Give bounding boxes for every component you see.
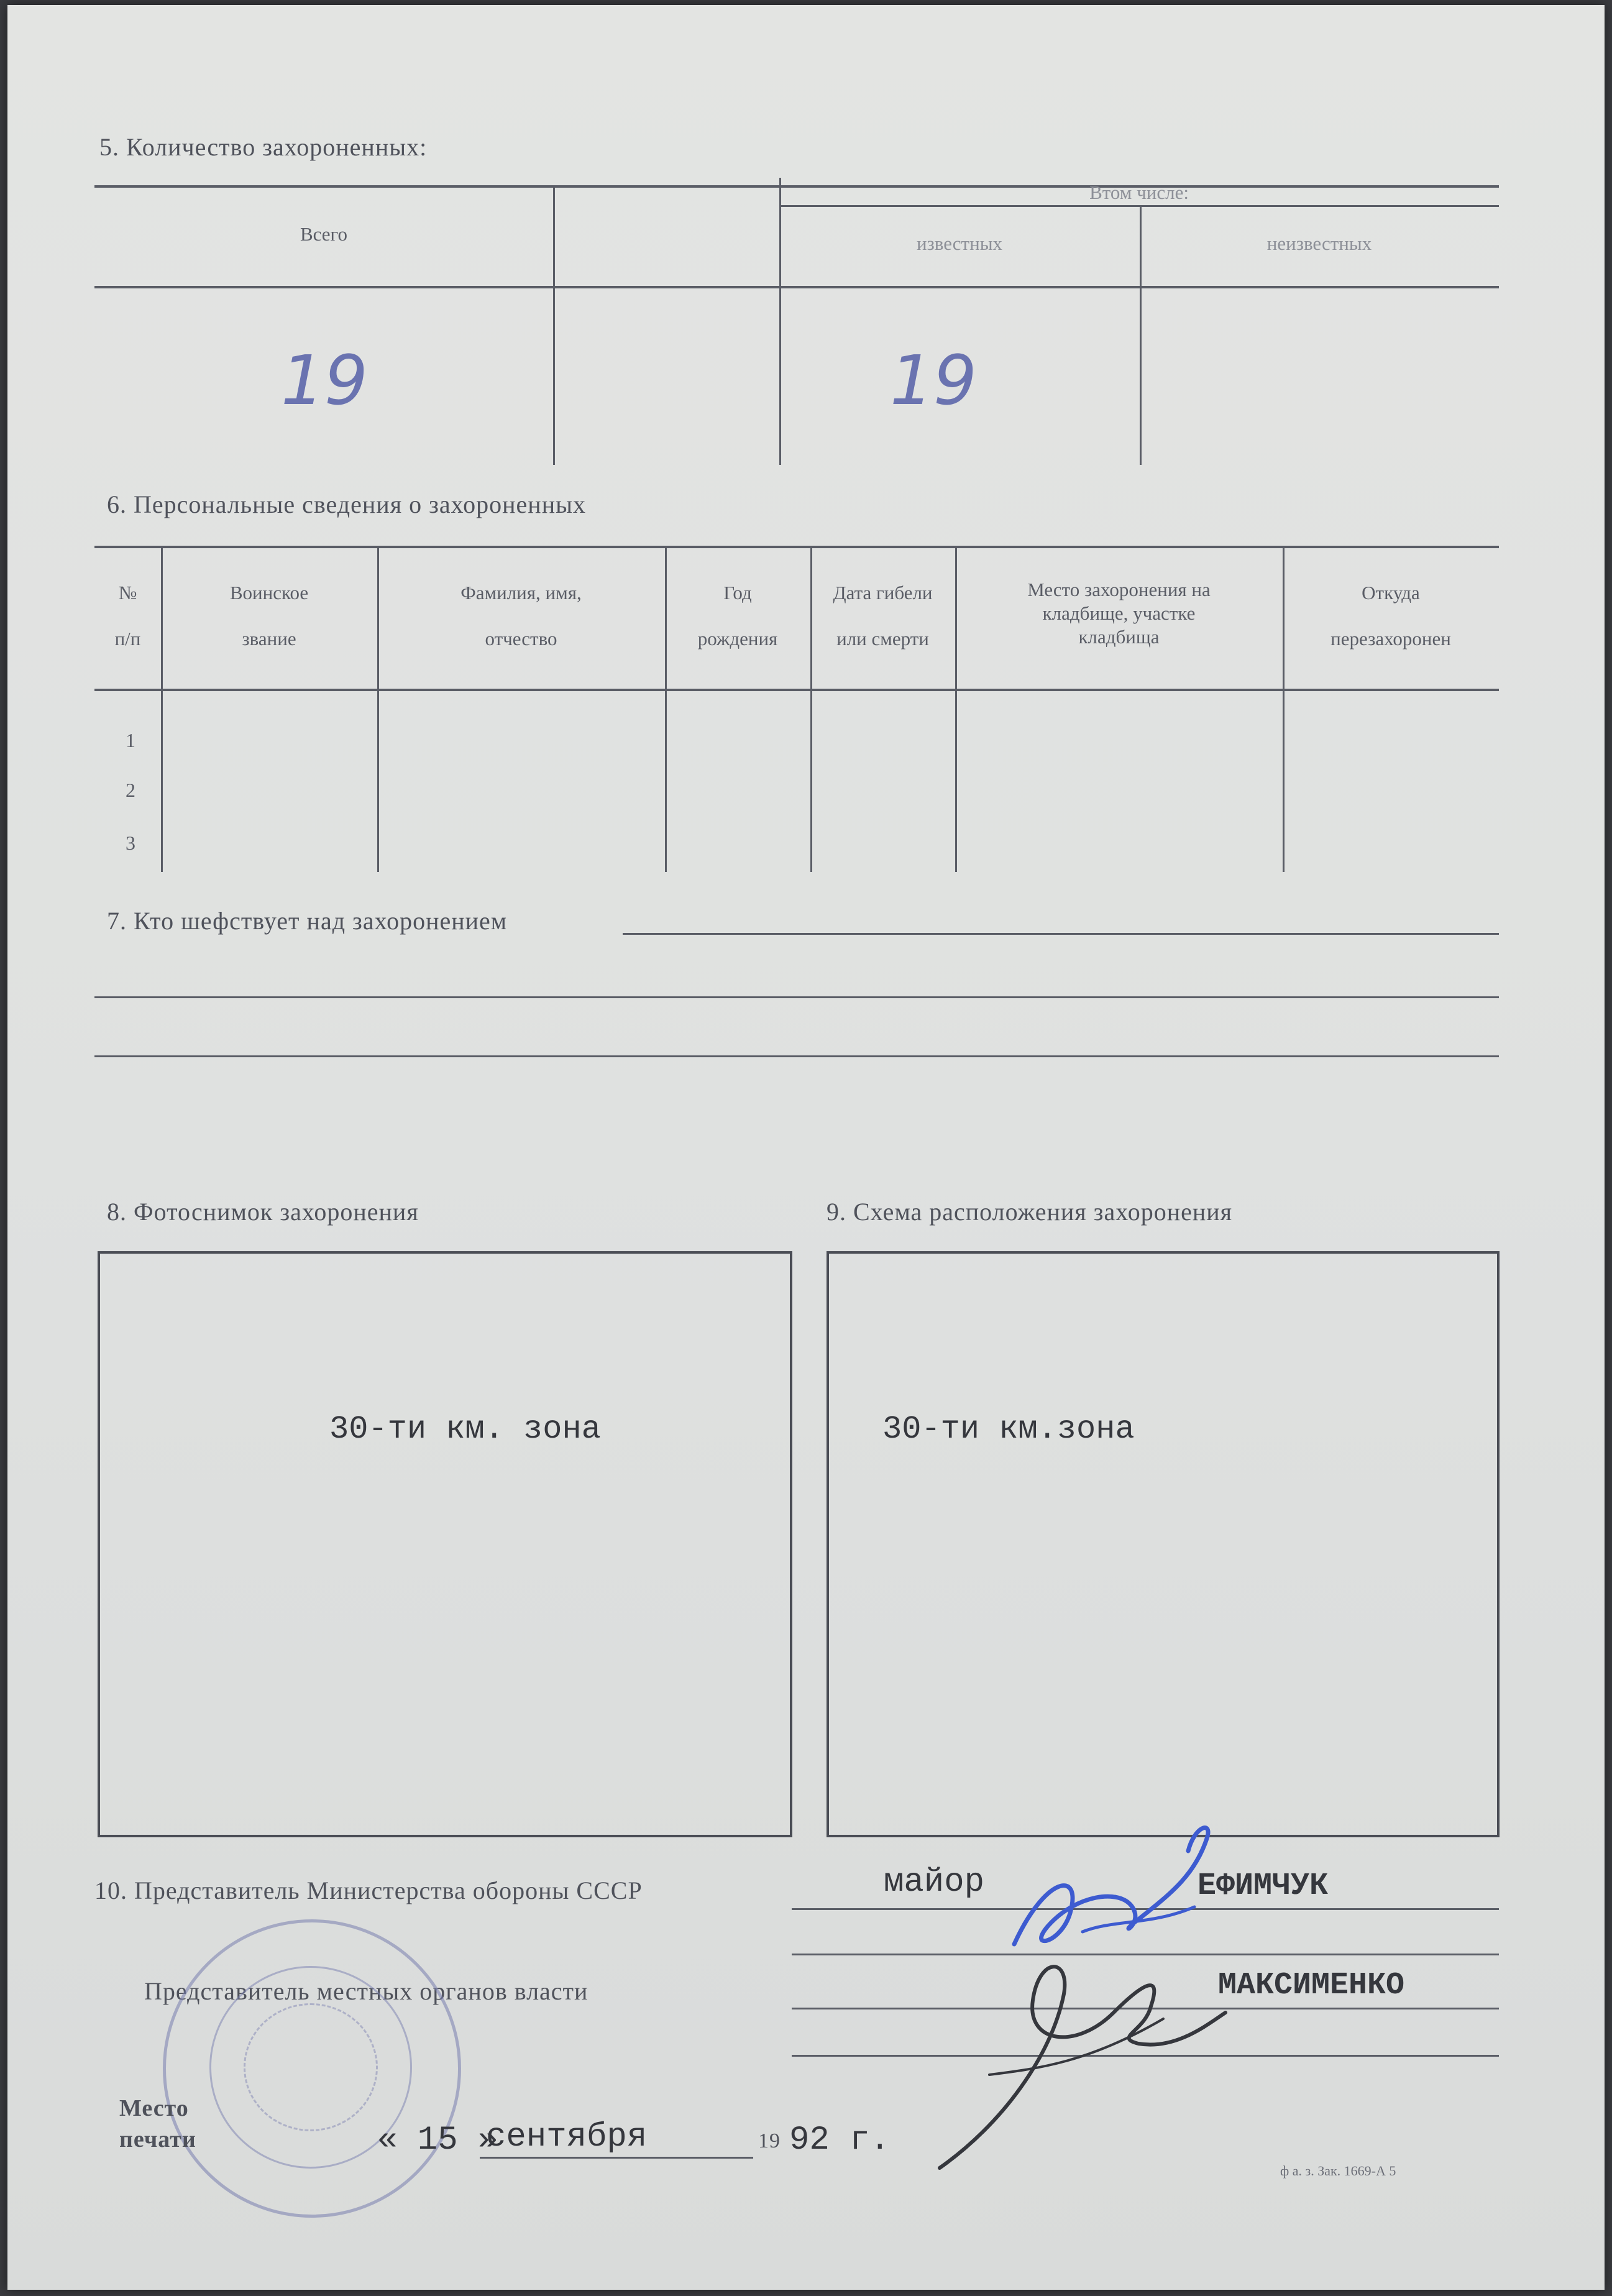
date-year-suffix: 92 г. (789, 2121, 891, 2159)
col-header-burial-place: Место захоронения на кладбище, участке кладбища (1027, 579, 1211, 648)
total-value: 19 (281, 341, 368, 420)
photo-note: 30-ти км. зона (329, 1411, 601, 1448)
row-number: 3 (126, 832, 135, 854)
col-header-rank: Воинское звание (229, 582, 309, 650)
scheme-box (827, 1251, 1500, 1837)
total-header: Всего (300, 223, 348, 245)
col-header-name: Фамилия, имя, отчество (460, 582, 582, 650)
known-header: известных (916, 232, 1003, 254)
col-header-death-date: Дата гибели или смерти (833, 582, 933, 650)
section8-title: 8. Фотоснимок захоронения (107, 1198, 419, 1226)
col-header-number: № п/п (114, 582, 141, 650)
section9-title: 9. Схема расположения захоронения (827, 1198, 1233, 1226)
unknown-header: неизвестных (1266, 232, 1372, 254)
col-header-birth-year: Год рождения (697, 582, 778, 650)
seal-label-2: печати (119, 2126, 196, 2152)
scheme-note: 30-ти км.зона (882, 1411, 1135, 1448)
section10-title: 10. Представитель Министерства обороны СССР (94, 1876, 643, 1904)
section5-title: 5. Количество захороненных: (99, 133, 428, 161)
table5-col-divider-1 (553, 185, 555, 465)
section7-line-3 (94, 1055, 1499, 1057)
col-header-reburied-from: Откуда перезахоронен (1330, 582, 1451, 650)
table5-header-rule (94, 286, 1499, 288)
date-day: « 15 » (377, 2121, 498, 2159)
date-month: сентября (486, 2118, 648, 2156)
form-page (7, 5, 1605, 2290)
known-value: 19 (890, 341, 977, 420)
photo-box (98, 1251, 792, 1837)
date-year-prefix: 19 (758, 2129, 781, 2152)
mod-rank: майор (884, 1863, 985, 1901)
section6-title: 6. Персональные сведения о захороненных (107, 490, 586, 518)
date-month-line (480, 2157, 753, 2159)
section7-line-1 (623, 933, 1499, 935)
section7-line-2 (94, 996, 1499, 998)
seal-label-1: Место (119, 2095, 189, 2121)
including-header: Втом числе: (1089, 181, 1189, 203)
local-rep-title: Представитель местных органов власти (144, 1977, 588, 2005)
section7-title: 7. Кто шефствует над захоронением (107, 907, 508, 935)
official-seal (163, 1919, 461, 2218)
row-number: 1 (126, 729, 135, 751)
print-mark: ф а. з. Зак. 1669-А 5 (1280, 2163, 1396, 2179)
row-number: 2 (126, 779, 135, 801)
mod-name: ЕФИМЧУК (1198, 1868, 1329, 1904)
table5-col-divider-2 (779, 178, 781, 465)
local-signature (915, 1919, 1238, 2180)
table6-top-rule (94, 546, 1499, 548)
local-rep-name: МАКСИМЕНКО (1218, 1968, 1405, 2003)
table6-header-rule (94, 689, 1499, 691)
